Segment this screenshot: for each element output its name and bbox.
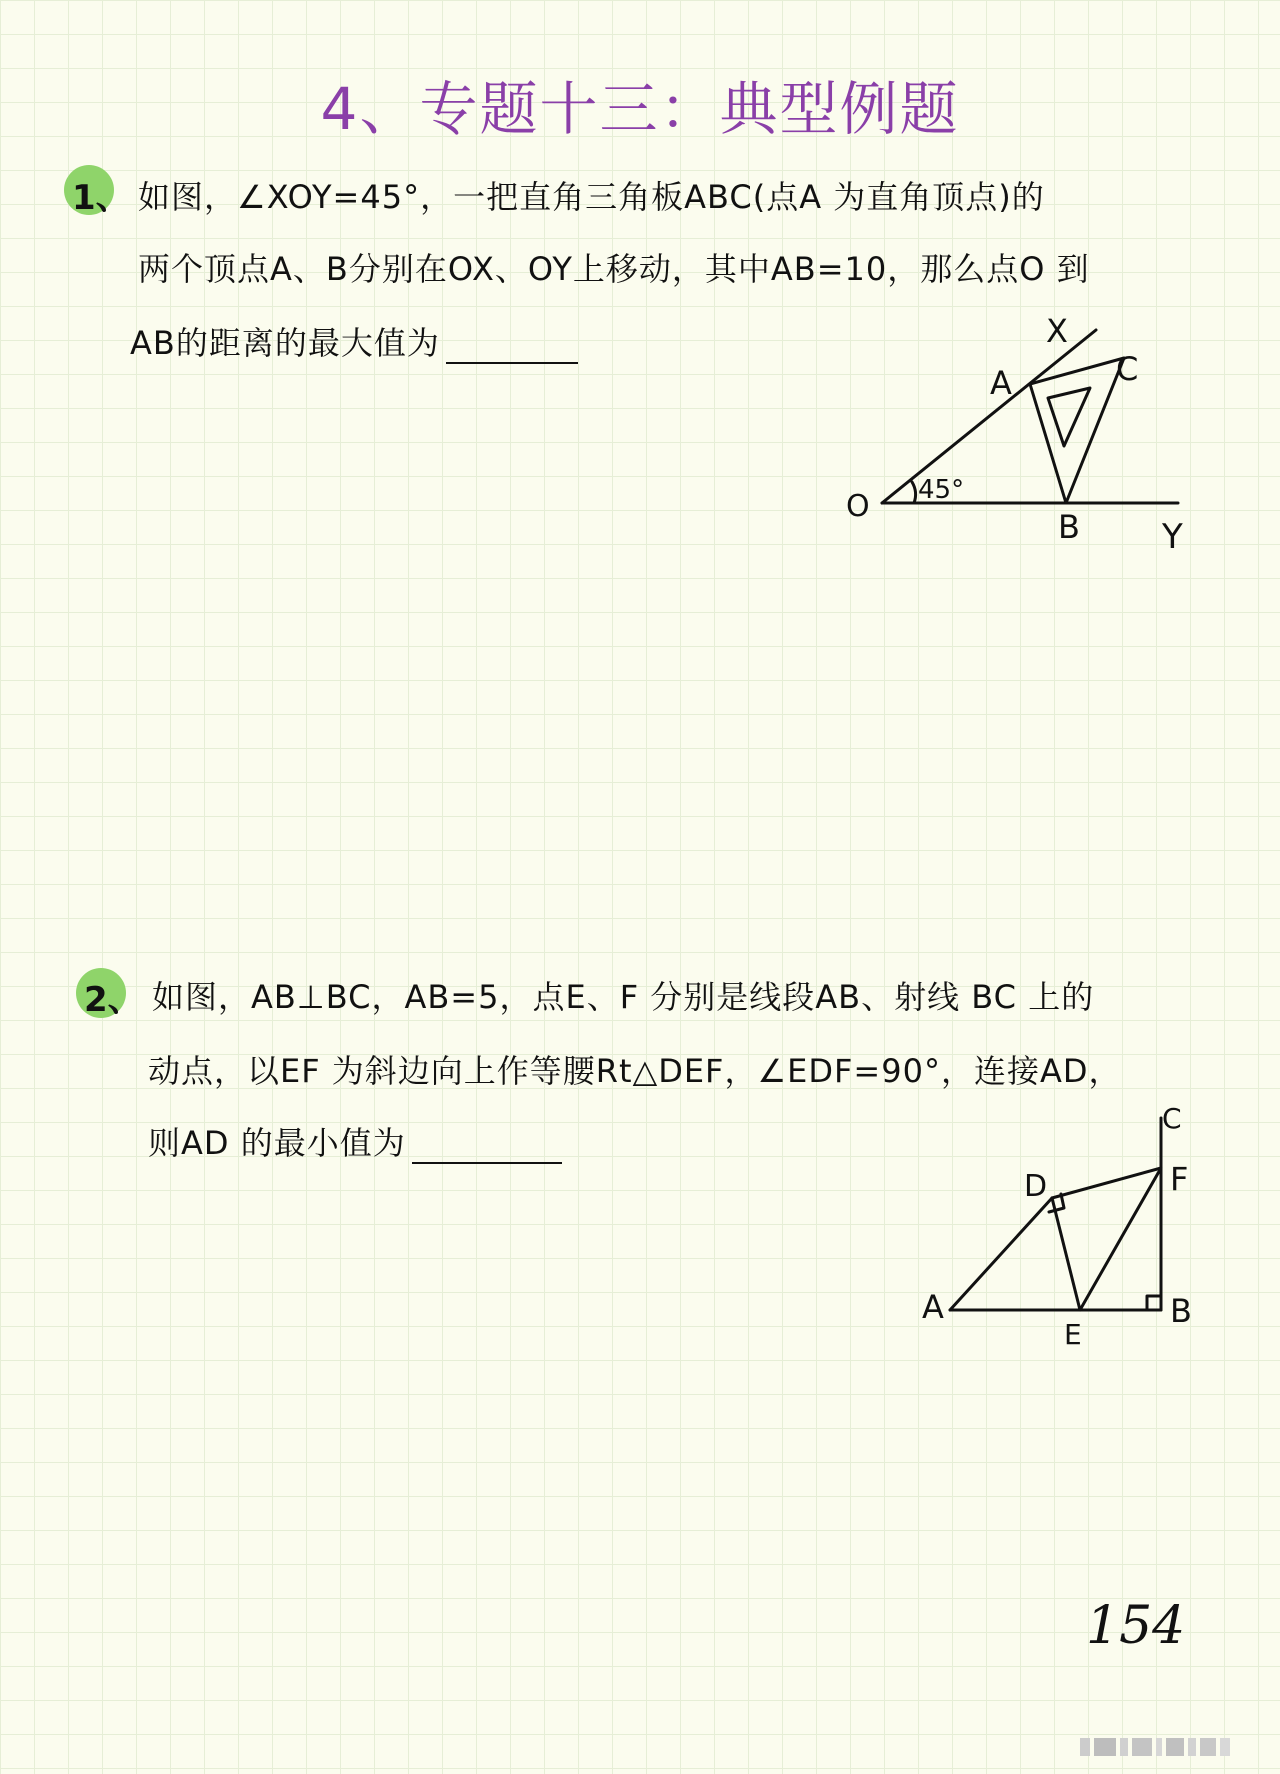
label-o: O	[846, 489, 870, 524]
label-b: B	[1058, 508, 1080, 546]
question-1-number: 1、	[72, 178, 130, 218]
triangle-abc-inner	[1048, 388, 1090, 446]
page-title: 4、专题十三：典型例题	[320, 75, 960, 143]
label-45-degree: 45°	[918, 475, 965, 505]
label-d: D	[1024, 1169, 1048, 1204]
question-2-number: 2、	[84, 980, 142, 1020]
label-a2: A	[922, 1288, 944, 1326]
right-angle-mark-b	[1147, 1296, 1161, 1310]
label-b2: B	[1170, 1292, 1192, 1330]
right-angle-mark-d	[1049, 1194, 1064, 1212]
segment-ef	[1080, 1168, 1161, 1310]
question-1-line-3-text: AB的距离的最大值为	[130, 324, 440, 362]
page-number: 154	[1086, 1596, 1186, 1656]
label-a: A	[990, 364, 1012, 402]
question-2-line-3	[148, 1118, 562, 1164]
question-2-line-3-text: 则AD 的最小值为	[148, 1124, 406, 1162]
label-x: X	[1046, 312, 1068, 350]
question-1-line-1: 如图，∠XOY=45°，一把直角三角板ABC(点A 为直角顶点)的	[138, 178, 1045, 216]
label-f: F	[1170, 1160, 1189, 1198]
question-2-line-2: 动点，以EF 为斜边向上作等腰Rt△DEF，∠EDF=90°，连接AD，	[148, 1052, 1122, 1090]
label-c2: C	[1162, 1102, 1182, 1135]
question-1-line-2: 两个顶点A、B分别在OX、OY上移动，其中AB=10，那么点O 到	[138, 250, 1090, 288]
label-y: Y	[1162, 517, 1183, 557]
label-e: E	[1064, 1318, 1082, 1351]
label-c: C	[1116, 350, 1139, 388]
question-1-answer-blank	[446, 332, 578, 364]
question-1-line-3	[130, 318, 578, 364]
segment-ad	[950, 1198, 1052, 1310]
triangle-abc-outer	[1030, 358, 1124, 503]
angle-45-arc	[912, 482, 916, 503]
segment-de	[1052, 1198, 1080, 1310]
question-2-answer-blank	[412, 1132, 562, 1164]
segment-df	[1052, 1168, 1161, 1198]
question-2-line-1: 如图，AB⊥BC，AB=5，点E、F 分别是线段AB、射线 BC 上的	[152, 978, 1095, 1016]
ray-ox	[882, 330, 1096, 503]
watermark-mark	[1080, 1738, 1250, 1756]
